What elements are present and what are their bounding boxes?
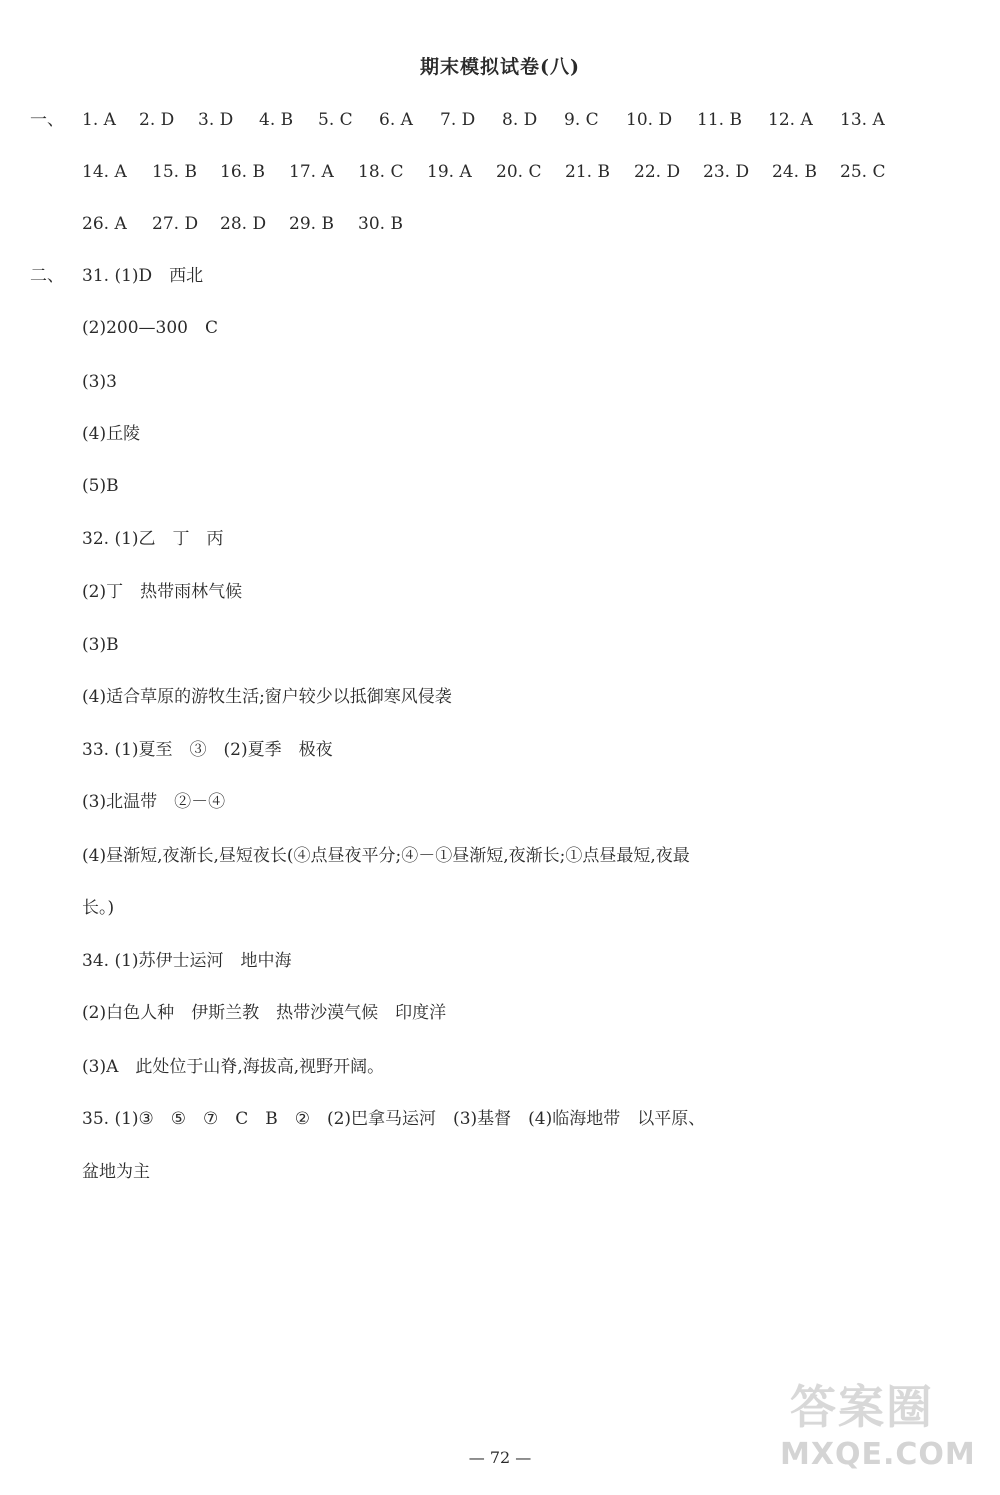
mc-answer: 6. A xyxy=(379,110,413,130)
answer-line: 33. (1)夏至 ③ (2)夏季 极夜 xyxy=(82,740,333,760)
mc-answer: 20. C xyxy=(496,162,542,182)
mc-answer: 10. D xyxy=(626,110,673,130)
answer-line: 长。) xyxy=(82,898,115,918)
section-2-prefix: 二、 xyxy=(30,266,64,286)
answer-line: (3)B xyxy=(82,635,119,655)
watermark-site-text: MXQE.COM xyxy=(780,1437,976,1472)
answer-line: (3)3 xyxy=(82,372,117,392)
mc-answer: 26. A xyxy=(82,214,127,234)
mc-answer: 15. B xyxy=(152,162,197,182)
mc-answer: 27. D xyxy=(152,214,199,234)
answer-line: 32. (1)乙 丁 丙 xyxy=(82,529,224,549)
mc-answer: 18. C xyxy=(358,162,404,182)
mc-answer: 22. D xyxy=(634,162,681,182)
answer-line: (4)丘陵 xyxy=(82,424,141,444)
answer-line: 34. (1)苏伊士运河 地中海 xyxy=(82,951,292,971)
section-1-prefix: 一、 xyxy=(30,110,64,130)
mc-answer: 25. C xyxy=(840,162,886,182)
mc-answer: 19. A xyxy=(427,162,472,182)
mc-row-1 xyxy=(0,108,1000,132)
watermark-logo-text: 答案圈 xyxy=(790,1380,934,1434)
mc-answer: 7. D xyxy=(440,110,476,130)
mc-answer: 2. D xyxy=(139,110,175,130)
mc-answer: 1. A xyxy=(82,110,116,130)
answer-line: (2)丁 热带雨林气候 xyxy=(82,582,243,602)
mc-answer: 8. D xyxy=(502,110,538,130)
mc-answer: 5. C xyxy=(318,110,353,130)
mc-answer: 9. C xyxy=(564,110,599,130)
mc-answer: 13. A xyxy=(840,110,885,130)
mc-row-2 xyxy=(0,160,1000,184)
mc-row-3 xyxy=(0,212,1000,236)
mc-answer: 4. B xyxy=(259,110,294,130)
answer-line: 盆地为主 xyxy=(82,1162,150,1182)
answer-line: (2)200—300 C xyxy=(82,318,218,338)
answer-line: (5)B xyxy=(82,476,119,496)
mc-answer: 17. A xyxy=(289,162,334,182)
answer-line: (4)适合草原的游牧生活;窗户较少以抵御寒风侵袭 xyxy=(82,687,452,707)
answer-line: (3)北温带 ②－④ xyxy=(82,792,226,812)
answer-line: (3)A 此处位于山脊,海拔高,视野开阔。 xyxy=(82,1057,385,1077)
mc-answer: 14. A xyxy=(82,162,127,182)
watermark-logo xyxy=(780,1371,976,1481)
mc-answer: 16. B xyxy=(220,162,265,182)
mc-answer: 12. A xyxy=(768,110,813,130)
mc-answer: 24. B xyxy=(772,162,817,182)
page-title: 期末模拟试卷(八) xyxy=(420,56,580,78)
mc-answer: 29. B xyxy=(289,214,334,234)
mc-answer: 23. D xyxy=(703,162,750,182)
answer-line: 35. (1)③ ⑤ ⑦ C B ② (2)巴拿马运河 (3)基督 (4)临海地带 以平原、 xyxy=(82,1109,706,1129)
mc-answer: 28. D xyxy=(220,214,267,234)
mc-answer: 3. D xyxy=(198,110,234,130)
mc-answer: 21. B xyxy=(565,162,610,182)
answer-line: (2)白色人种 伊斯兰教 热带沙漠气候 印度洋 xyxy=(82,1003,447,1023)
mc-answer: 30. B xyxy=(358,214,403,234)
page-number: — 72 — xyxy=(468,1448,532,1467)
answer-line: 31. (1)D 西北 xyxy=(82,266,204,286)
answer-line: (4)昼渐短,夜渐长,昼短夜长(④点昼夜平分;④－①昼渐短,夜渐长;①点昼最短,夜最 xyxy=(82,846,690,866)
mc-answer: 11. B xyxy=(697,110,742,130)
